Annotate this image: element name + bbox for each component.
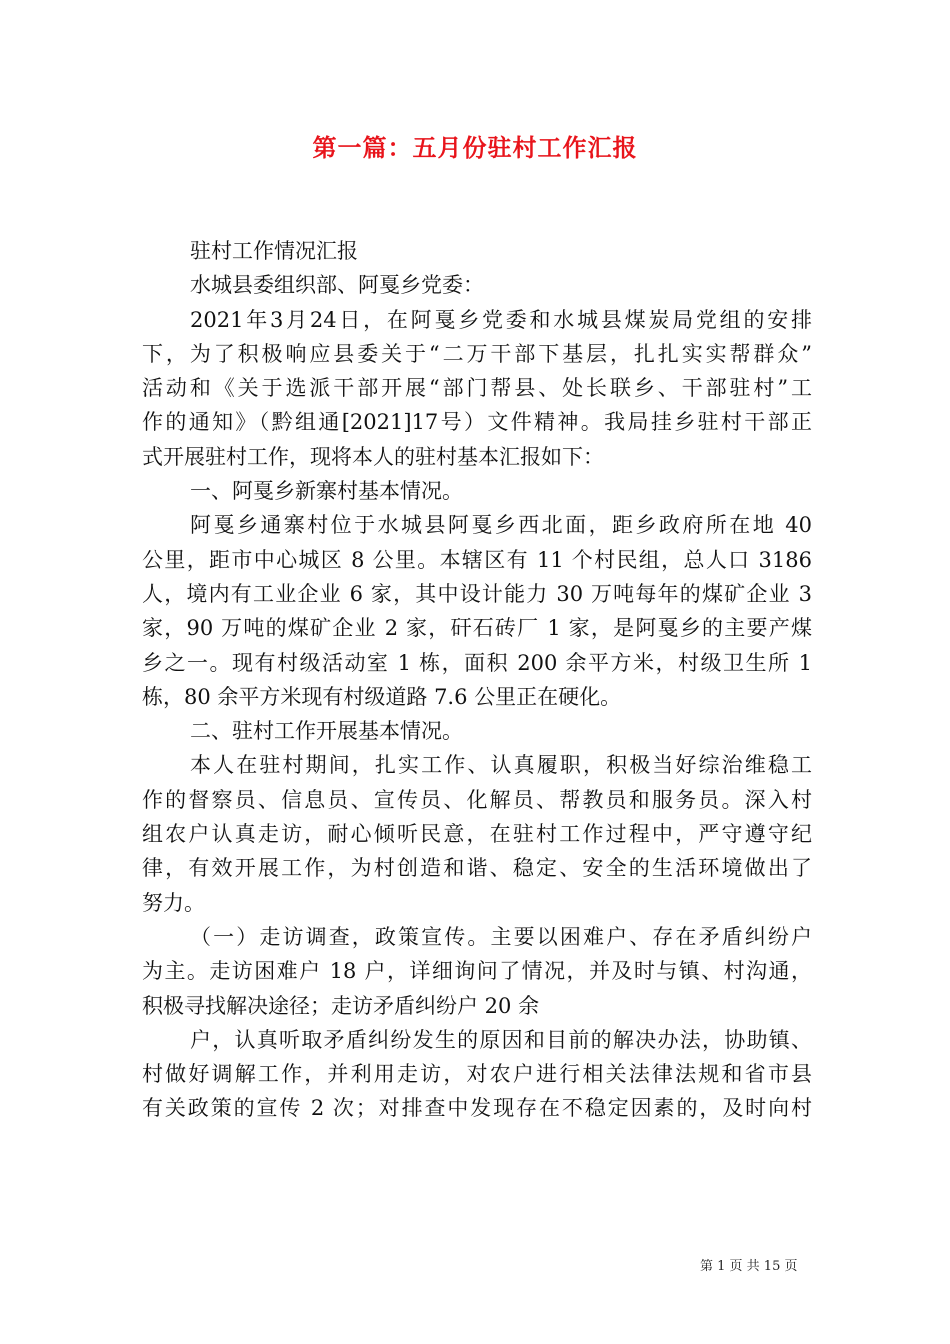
text-line: 栋，80 余平方米现有村级道路 7.6 公里正在硬化。: [142, 684, 622, 709]
document-body: [142, 234, 812, 1126]
text-line: 村做好调解工作，并利用走访，对农户进行相关法律法规和省市县: [142, 1062, 812, 1087]
text-line: 为主。走访困难户 18 户，详细询问了情况，并及时与镇、村沟通，: [142, 959, 812, 984]
text-line: 水城县委组织部、阿戛乡党委：: [190, 273, 484, 298]
text-line: 驻村工作情况汇报: [190, 239, 358, 263]
text-line: 作的督察员、信息员、宣传员、化解员、帮教员和服务员。深入村: [142, 787, 812, 812]
text-line: 户，认真听取矛盾纠纷发生的原因和目前的解决办法，协助镇、: [190, 1027, 812, 1052]
text-line: 作的通知》（黔组通[2021]17号）文件精神。我局挂乡驻村干部正: [142, 410, 812, 435]
text-line: 公里，距市中心城区 8 公里。本辖区有 11 个村民组，总人口 3186: [142, 547, 812, 572]
text-line: 式开展驻村工作，现将本人的驻村基本汇报如下：: [142, 444, 604, 469]
document-title: 第一篇：五月份驻村工作汇报: [312, 133, 638, 162]
text-line: 本人在驻村期间，扎实工作、认真履职，积极当好综治维稳工: [190, 753, 812, 778]
text-line: 有关政策的宣传 2 次；对排查中发现存在不稳定因素的，及时向村: [142, 1096, 812, 1121]
text-line: （一）走访调查，政策宣传。主要以困难户、存在矛盾纠纷户: [190, 924, 812, 949]
text-line: 组农户认真走访，耐心倾听民意，在驻村工作过程中，严守遵守纪: [142, 822, 812, 847]
text-line: 家，90 万吨的煤矿企业 2 家，矸石砖厂 1 家，是阿戛乡的主要产煤: [142, 616, 812, 641]
text-line: 努力。: [142, 890, 205, 915]
text-line: 积极寻找解决途径；走访矛盾纠纷户 20 余: [142, 993, 540, 1018]
text-line: 律，有效开展工作，为村创造和谐、稳定、安全的生活环境做出了: [142, 856, 812, 881]
text-line: 一、阿戛乡新寨村基本情况。: [190, 479, 463, 504]
text-line: 乡之一。现有村级活动室 1 栋，面积 200 余平方米，村级卫生所 1: [142, 650, 812, 675]
text-line: 二、驻村工作开展基本情况。: [190, 719, 463, 744]
text-line: 2021年3月24日，在阿戛乡党委和水城县煤炭局党组的安排: [190, 307, 812, 332]
text-line: 下，为了积极响应县委关于“二万干部下基层，扎扎实实帮群众”: [142, 341, 812, 366]
page-footer: 第 1 页 共 15 页: [700, 1259, 798, 1274]
text-line: 人，境内有工业企业 6 家，其中设计能力 30 万吨每年的煤矿企业 3: [142, 581, 812, 606]
text-line: 活动和《关于选派干部开展“部门帮县、处长联乡、干部驻村”工: [142, 376, 812, 401]
text-line: 阿戛乡通寨村位于水城县阿戛乡西北面，距乡政府所在地 40: [190, 513, 812, 538]
